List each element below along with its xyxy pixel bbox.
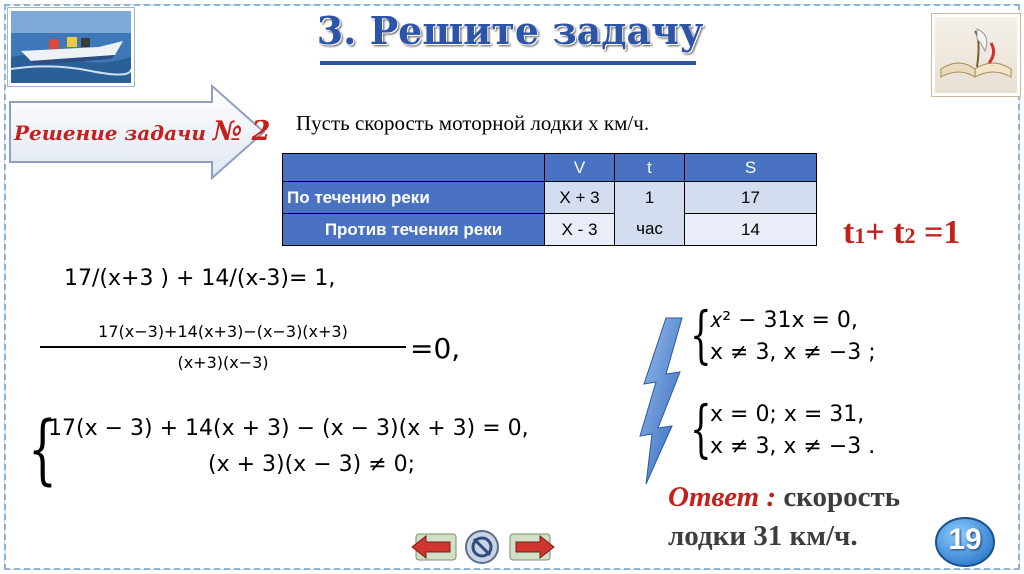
- answer-label: Ответ :: [668, 481, 777, 513]
- fraction-numerator: 17(x−3)+14(x+3)−(x−3)(x+3): [40, 322, 406, 348]
- fraction-rhs: =0,: [410, 332, 461, 365]
- answer-text-1: скорость: [776, 481, 901, 513]
- table-header-cell: t: [615, 154, 685, 182]
- nav-prev-icon[interactable]: [410, 528, 458, 566]
- lightning-bolt: [636, 316, 692, 486]
- solution-badge-label: [14, 116, 270, 147]
- system-brace: {: [690, 298, 712, 371]
- table-header-row: [283, 154, 817, 182]
- system-2-line-1: 𝑥² − 31x = 0,: [710, 308, 858, 333]
- table-cell-s: 14: [685, 214, 817, 246]
- system-brace: {: [690, 392, 712, 465]
- intro-text: Пусть скорость моторной лодки х км/ч.: [296, 111, 650, 135]
- system-3-line-2: x ≠ 3, x ≠ −3 .: [710, 434, 876, 459]
- nav-next-icon[interactable]: [508, 528, 556, 566]
- equation-1: 17/(x+3 ) + 14/(x-3)= 1,: [64, 266, 336, 291]
- table-cell-t: 1: [615, 182, 685, 214]
- table-row: [283, 214, 817, 246]
- time-eq-t1: t: [843, 214, 855, 251]
- fraction-equation: [40, 322, 406, 372]
- system-1-line-2: (x + 3)(x − 3) ≠ 0;: [208, 452, 416, 477]
- system-3-line-1: x = 0; x = 31,: [710, 402, 865, 427]
- time-equation: [843, 214, 960, 252]
- table-cell-t: час: [615, 214, 685, 246]
- table-row-label: По течению реки: [283, 182, 545, 214]
- table-row-label: Против течения реки: [283, 214, 545, 246]
- table-cell-s: 17: [685, 182, 817, 214]
- answer-text-2: лодки 31 км/ч.: [668, 520, 858, 552]
- table-header-cell: V: [545, 154, 615, 182]
- solution-badge-prefix: Решение задачи: [14, 121, 213, 145]
- time-eq-rest: =1: [915, 214, 961, 251]
- title-underline: [320, 61, 696, 65]
- time-eq-plus: + t: [865, 214, 905, 251]
- answer-line-1: [668, 478, 958, 517]
- table-header-cell: [283, 154, 545, 182]
- system-2-line-2: x ≠ 3, x ≠ −3 ;: [710, 340, 876, 365]
- system-brace: {: [28, 404, 58, 493]
- table-cell-v: X - 3: [545, 214, 615, 246]
- nav-home-icon[interactable]: [464, 528, 500, 566]
- table-header-cell: S: [685, 154, 817, 182]
- page-number: 19: [948, 523, 982, 556]
- solution-badge-number: № 2: [212, 116, 271, 147]
- system-1-line-1: 17(x − 3) + 14(x + 3) − (x − 3)(x + 3) = 0,: [48, 416, 529, 441]
- boat-photo: [8, 8, 134, 86]
- page-title: 3. Решите задачу: [316, 8, 704, 53]
- book-photo: [932, 14, 1020, 96]
- time-eq-sub2: 2: [904, 223, 916, 248]
- answer-block: [668, 478, 958, 556]
- fraction-denominator: (x+3)(x−3): [177, 353, 269, 372]
- table-row: [283, 182, 817, 214]
- data-table: [282, 153, 817, 246]
- table-cell-v: X + 3: [545, 182, 615, 214]
- time-eq-sub1: 1: [854, 223, 866, 248]
